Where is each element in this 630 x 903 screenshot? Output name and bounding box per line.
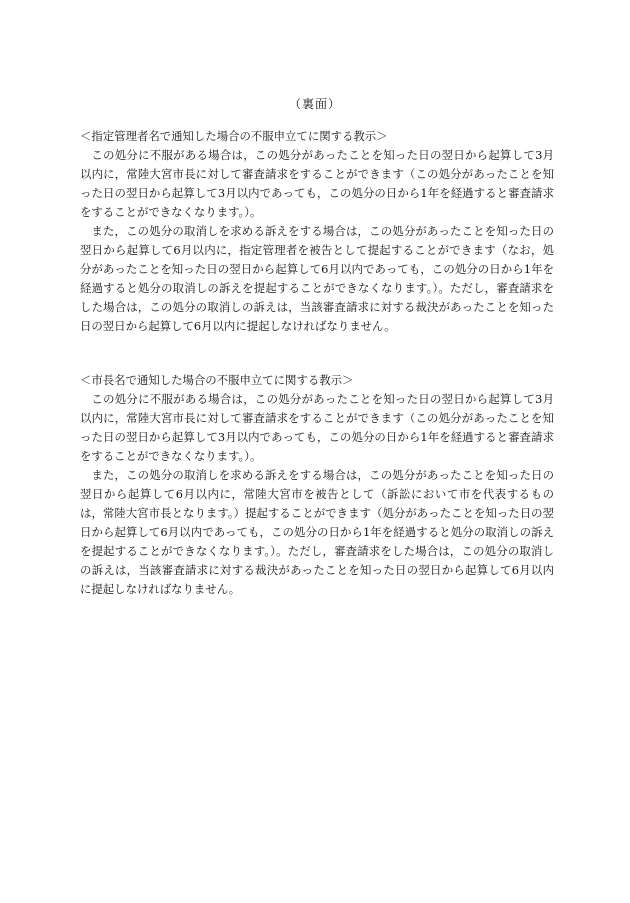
paragraph-appeal: この処分に不服がある場合は，この処分があったことを知った日の翌日から起算して3月以内に，常陸大宮市長に対して審査請求をすることができます（この処分があったことを知った日の翌日から起算して3月以内であっても，この処分の日から1年を経過すると審査請求をすることができなくなります。）。	[80, 392, 554, 463]
section-heading: ＜指定管理者名で通知した場合の不服申立てに関する教示＞	[80, 129, 388, 143]
page-title: （裏面）	[288, 97, 341, 111]
paragraph-appeal: この処分に不服がある場合は，この処分があったことを知った日の翌日から起算して3月以内に，常陸大宮市長に対して審査請求をすることができます（この処分があったことを知った日の翌日から起算して3月以内であっても，この処分の日から1年を経過すると審査請求をすることができなくなります。）。	[80, 148, 554, 219]
paragraph-lawsuit: また，この処分の取消しを求める訴えをする場合は，この処分があったことを知った日の翌日から起算して6月以内に，指定管理者を被告として提起することができます（なお，処分があったことを知った日の翌日から起算して6月以内であっても，この処分の日から1年を経過すると処分の取消しの訴えを提起することができなくなります。）。ただし，審査請求をした場合は，この処分の取消しの訴えは，当該審査請求に対する裁決があったことを知った日の翌日から起算して6月以内に提起しなければなりません。	[80, 224, 554, 333]
section-designated-manager	[80, 127, 554, 336]
section-heading: ＜市長名で通知した場合の不服申立てに関する教示＞	[80, 373, 354, 387]
section-mayor	[80, 371, 554, 599]
paragraph-lawsuit: また，この処分の取消しを求める訴えをする場合は，この処分があったことを知った日の翌日から起算して6月以内に，常陸大宮市を被告として（訴訟において市を代表するものは，常陸大宮市長となります。）提起することができます（処分があったことを知った日の翌日から起算して6月以内であっても，この処分の日から1年を経過すると処分の取消しの訴えを提起することができなくなります。）。ただし，審査請求をした場合は，この処分の取消しの訴えは，当該審査請求に対する裁決があったことを知った日の翌日から起算して6月以内に提起しなければなりません。	[80, 468, 554, 596]
